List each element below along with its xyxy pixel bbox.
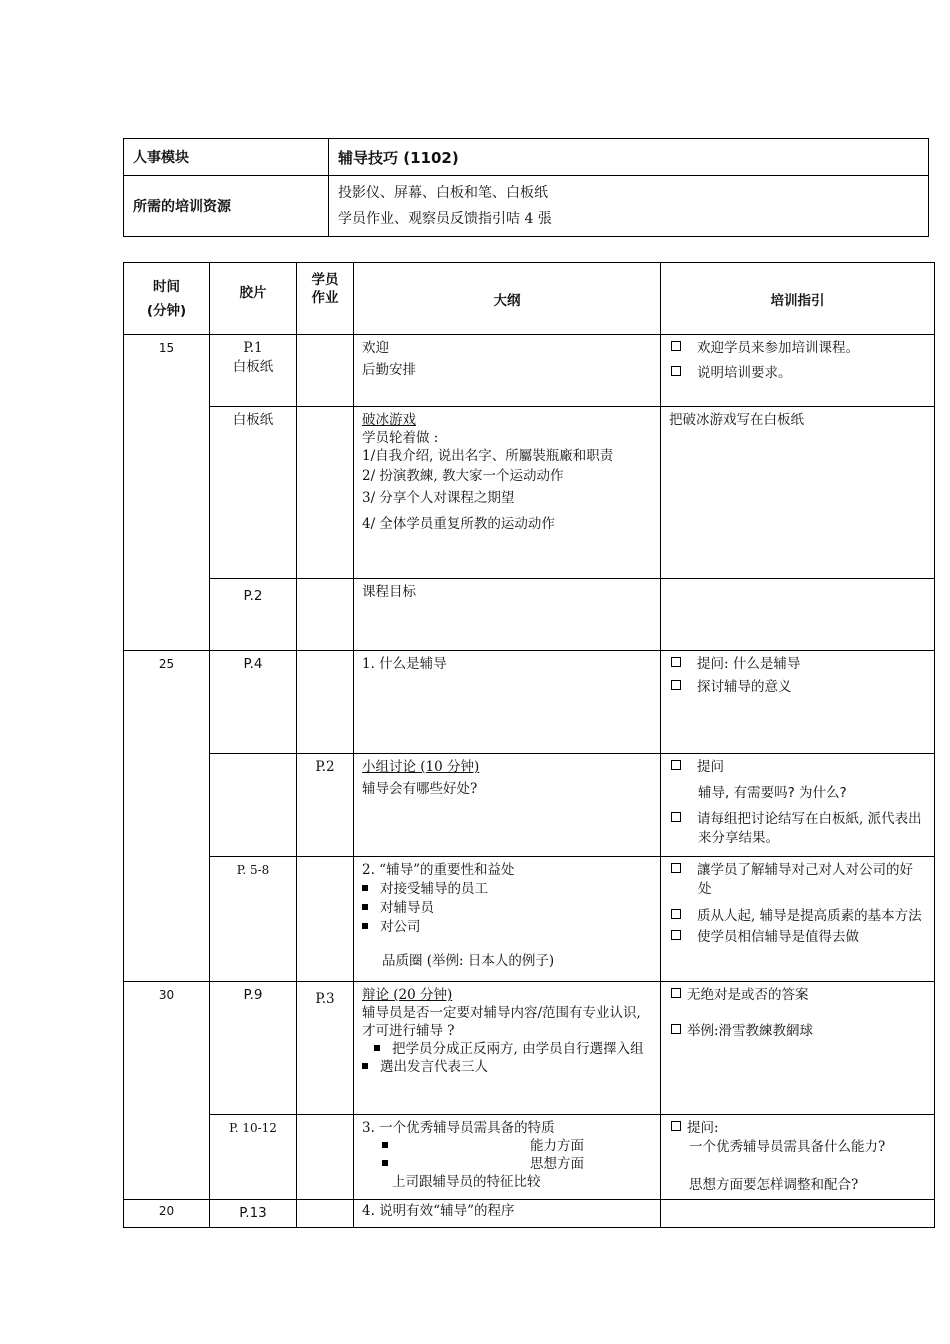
- checkbox-icon: [671, 909, 681, 919]
- training-schedule-table: [123, 262, 935, 1228]
- table-row: [124, 1200, 935, 1228]
- col-header-outline: 大纲: [354, 263, 661, 335]
- slide-cell: P.2: [210, 579, 297, 651]
- bullet-item: 思想方面: [362, 1155, 652, 1173]
- checkbox-icon: [671, 812, 681, 822]
- bullet-item: 对辅导员: [362, 899, 652, 918]
- outline-cell: 1. 什么是辅导: [354, 651, 661, 754]
- homework-cell: [297, 335, 354, 407]
- slide-cell: 白板纸: [210, 407, 297, 579]
- bullet-icon: [362, 885, 368, 891]
- table-row: [124, 651, 935, 754]
- bullet-item: 選出发言代表三人: [362, 1058, 652, 1076]
- guide-item: 使学员相信辅导是值得去做: [669, 928, 926, 947]
- guide-cell: [661, 579, 935, 651]
- homework-cell: P.2: [297, 754, 354, 857]
- homework-cell: [297, 857, 354, 982]
- bullet-item: 能力方面: [362, 1137, 652, 1155]
- activity-title: 破冰游戏: [362, 412, 416, 428]
- outline-cell: 3. 一个优秀辅导员需具备的特质 能力方面 思想方面 上司跟辅导员的特征比较: [354, 1115, 661, 1200]
- col-header-slide: 胶片: [210, 263, 297, 335]
- homework-cell: [297, 1115, 354, 1200]
- checkbox-icon: [671, 1121, 681, 1131]
- col-header-homework: 学员 作业: [297, 263, 354, 335]
- time-cell: 30: [124, 982, 210, 1200]
- slide-cell: P. 5-8: [210, 857, 297, 982]
- homework-cell: [297, 651, 354, 754]
- guide-cell: [661, 651, 935, 754]
- col-header-guide: 培训指引: [661, 263, 935, 335]
- slide-cell: P.1 白板纸: [210, 335, 297, 407]
- table-row: [124, 982, 935, 1115]
- outline-cell: 辩论 (20 分钟) 辅导员是否一定要对辅导内容/范围有专业认识,才可进行辅导 ? 把学员分成正反兩方, 由学员自行選擇入组 選出发言代表三人: [354, 982, 661, 1115]
- checkbox-icon: [671, 366, 681, 376]
- slide-cell: P.4: [210, 651, 297, 754]
- guide-item: 提问: [669, 758, 926, 777]
- guide-item: 质从人起, 辅导是提高质素的基本方法: [669, 907, 926, 926]
- table-header-row: [124, 263, 935, 335]
- table-row: [124, 857, 935, 982]
- guide-cell: 把破冰游戏写在白板纸: [661, 407, 935, 579]
- outline-cell: 破冰游戏 学员轮着做 : 1/自我介绍, 说出名字、所屬裝瓶廠和职责 2/ 扮演教練, 教大家一个运动动作 3/ 分享个人对课程之期望 4/ 全体学员重复所教的运动动作: [354, 407, 661, 579]
- guide-item: 讓学员了解辅导对己对人对公司的好处: [669, 861, 926, 899]
- outline-cell: 欢迎 后勤安排: [354, 335, 661, 407]
- table-row: [124, 407, 935, 579]
- checkbox-icon: [671, 930, 681, 940]
- activity-title: 辩论 (20 分钟): [362, 987, 453, 1003]
- bullet-item: 对公司: [362, 918, 652, 937]
- guide-cell: 提问 辅导, 有需要吗? 为什么? 请每组把讨论结写在白板紙, 派代表出来分享结果。: [661, 754, 935, 857]
- resource-line: 投影仪、屏幕、白板和笔、白板纸: [338, 185, 548, 201]
- bullet-icon: [382, 1160, 388, 1166]
- outline-cell: 课程目标: [354, 579, 661, 651]
- outline-cell: 2. “辅导”的重要性和益处 对接受辅导的员工 对辅导员 对公司 品质圈 (举例: 日本人的例子): [354, 857, 661, 982]
- guide-item: 提问: 什么是辅导: [669, 655, 926, 674]
- checkbox-icon: [671, 760, 681, 770]
- slide-cell: P.9: [210, 982, 297, 1115]
- resource-value: [329, 176, 929, 237]
- guide-item: 举例:滑雪教練教網球: [669, 1022, 926, 1041]
- outline-cell: 小组讨论 (10 分钟) 辅导会有哪些好处?: [354, 754, 661, 857]
- guide-item: 请每组把讨论结写在白板紙, 派代表出来分享结果。: [669, 810, 926, 848]
- outline-cell: 4. 说明有效“辅导”的程序: [354, 1200, 661, 1228]
- checkbox-icon: [671, 657, 681, 667]
- homework-cell: [297, 407, 354, 579]
- col-header-time: 时间 (分钟): [124, 263, 210, 335]
- resource-line: 学员作业、观察员反馈指引咭 4 張: [338, 211, 552, 227]
- module-title: 辅导技巧 (1102): [329, 139, 929, 176]
- bullet-icon: [374, 1045, 380, 1051]
- time-cell: 15: [124, 335, 210, 651]
- homework-cell: P.3: [297, 982, 354, 1115]
- guide-cell: [661, 982, 935, 1115]
- module-info-table: [123, 138, 929, 237]
- slide-cell: [210, 754, 297, 857]
- bullet-icon: [362, 923, 368, 929]
- bullet-item: 对接受辅导的员工: [362, 880, 652, 899]
- checkbox-icon: [671, 1024, 681, 1034]
- guide-item: 说明培训要求。: [669, 364, 926, 383]
- bullet-icon: [362, 904, 368, 910]
- slide-cell: P.13: [210, 1200, 297, 1228]
- module-label: 人事模块: [124, 139, 329, 176]
- guide-cell: [661, 335, 935, 407]
- guide-item: 欢迎学员来参加培训课程。: [669, 339, 926, 358]
- guide-item: 提问:: [669, 1119, 926, 1138]
- activity-title: 小组讨论 (10 分钟): [362, 759, 480, 775]
- checkbox-icon: [671, 863, 681, 873]
- checkbox-icon: [671, 341, 681, 351]
- homework-cell: [297, 1200, 354, 1228]
- table-row: [124, 1115, 935, 1200]
- guide-cell: [661, 857, 935, 982]
- guide-cell: [661, 1200, 935, 1228]
- guide-item: 无绝对是或否的答案: [669, 986, 926, 1005]
- checkbox-icon: [671, 680, 681, 690]
- time-cell: 25: [124, 651, 210, 982]
- table-row: [124, 335, 935, 407]
- bullet-icon: [362, 1063, 368, 1069]
- slide-cell: P. 10-12: [210, 1115, 297, 1200]
- checkbox-icon: [671, 988, 681, 998]
- guide-item: 探讨辅导的意义: [669, 678, 926, 697]
- resource-label: 所需的培训资源: [124, 176, 329, 237]
- table-row: [124, 754, 935, 857]
- guide-cell: 提问: 一个优秀辅导员需具备什么能力? 思想方面要怎样调整和配合?: [661, 1115, 935, 1200]
- table-row: [124, 579, 935, 651]
- bullet-icon: [382, 1142, 388, 1148]
- bullet-item: 把学员分成正反兩方, 由学员自行選擇入组: [362, 1040, 652, 1058]
- time-cell: 20: [124, 1200, 210, 1228]
- homework-cell: [297, 579, 354, 651]
